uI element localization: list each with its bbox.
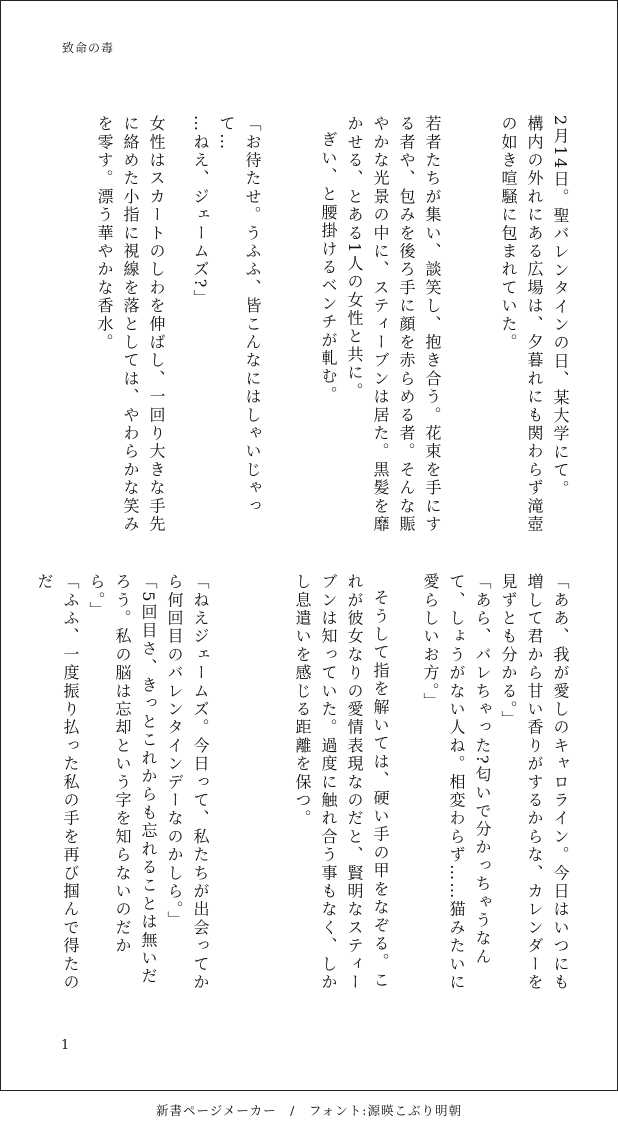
dialogue-line: 「お待たせ。うふふ、皆こんなにはしゃいじゃって… [217, 115, 262, 516]
dialogue-line: 「ねえジェームズ。今日って、私たちが出会ってから何回目のバレンタインデーなのかしら。」 [165, 573, 210, 992]
text-column-top-1 [495, 115, 573, 535]
paragraph: 女性はスカートのしわを伸ばし、一回り大きな手先に絡めた小指に視線を落としては、やわらかな笑みを零す。漂う華やかな香水。 [95, 115, 166, 534]
dialogue-line: 「ふふ、一度振り払った私の手を再び掴んで得たのだ [35, 573, 80, 992]
text-column-top-3 [187, 115, 265, 535]
text-column-bottom-2 [289, 573, 393, 993]
paragraph: 2月14日。聖バレンタインの日、某大学にて。 [551, 115, 570, 498]
footer-credit: 新書ページメーカー / フォント:源暎こぶり明朝 [156, 1103, 462, 1118]
paragraph: そうして指を解いては、硬い手の甲をなぞる。これが彼女なりの愛情表現なのだと、賢明なスティーブンは知っていた。過度に触れ合う事もなく、しかし息遣いを感じる距離を保つ。 [293, 573, 390, 992]
paragraph: 構内の外れにある広場は、夕暮れにも関わらず滝壺の如き喧騒に包まれていた。 [499, 115, 544, 534]
dialogue-line: …ねえ、ジェームズ?」 [191, 115, 210, 308]
paragraph: ぎい、と腰掛けるベンチが軋む。 [319, 131, 338, 404]
text-column-bottom-1 [417, 573, 573, 993]
dialogue-line: 「ああ、我が愛しのキャロライン。今日はいつにも増して君から甘い香りがするからな、カレンダーを見ずとも分かる。」 [499, 573, 570, 992]
text-column-top-2 [315, 115, 445, 535]
paragraph: 若者たちが集い、談笑し、抱き合う。花束を手にする者や、包みを後ろ手に顔を赤らめる者。そんな賑やかな光景の中に、スティーブンは居た。黒髪を靡かせる、とある1人の女性と共に。 [345, 115, 442, 534]
page-number: 1 [61, 1038, 70, 1053]
text-column-bottom-3 [31, 573, 213, 993]
dialogue-line: 「5回目さ、きっとこれからも忘れることは無いだろう。私の脳は忘却という字を知らないのだから。」 [87, 573, 158, 986]
dialogue-line: 「あら、バレちゃった?匂いで分かっちゃうなんて、しょうがない人ね。相変わらず……猫みたいに愛らしいお方。」 [421, 573, 492, 992]
text-column-top-4 [91, 115, 169, 535]
running-title: 致命の毒 [62, 41, 115, 55]
